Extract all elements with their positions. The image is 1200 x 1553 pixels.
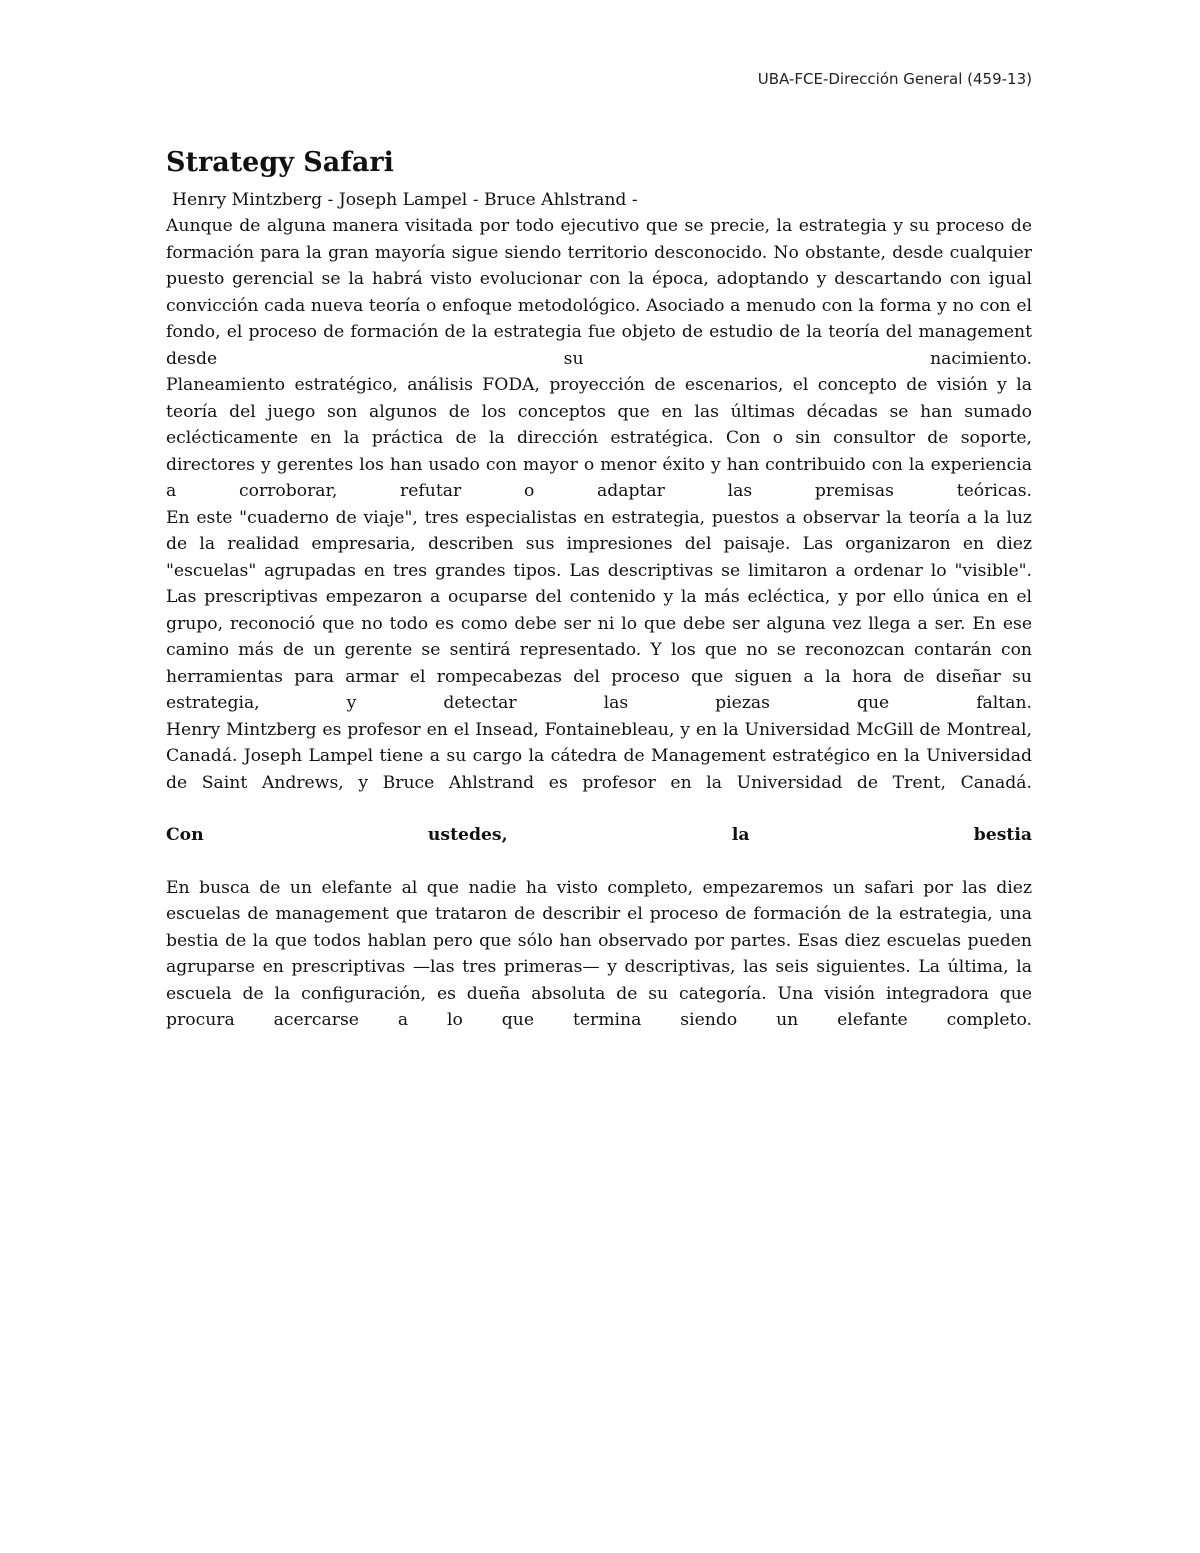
paragraph-intro: Aunque de alguna manera visitada por todo ejecutivo que se precie, la estrategia y su proceso de formación para la gran mayoría sigue siendo territorio desconocido. No obstante, desde cualquier puesto gerencial se la habrá visto evolucionar con la época, adoptando y descartando con igual convicción cada nueva teoría o enfoque metodológico. Asociado a menudo con la forma y no con el fondo, el proceso de formación de la estrategia fue objeto de estudio de la teoría del management desde su nacimiento. — [166, 216, 1032, 369]
paragraph-schools: En este "cuaderno de viaje", tres especialistas en estrategia, puestos a observar la teoría a la luz de la realidad empresaria, describen sus impresiones del paisaje. Las organizaron en diez "escuelas" agrupadas en tres grandes tipos. Las descriptivas se limitaron a ordenar lo "visible". Las prescriptivas empezaron a ocuparse del contenido y la más ecléctica, y por ello única en el grupo, reconoció que no todo es como debe ser ni lo que debe ser alguna vez llega a ser. En ese camino más de un gerente se sentirá representado. Y los que no se reconozcan contarán con herramientas para armar el rompecabezas del proceso que siguen a la hora de diseñar su estrategia, y detectar las piezas que faltan. — [166, 507, 1032, 713]
document-title: Strategy Safari — [166, 147, 394, 178]
running-header: UBA-FCE-Dirección General (459-13) — [757, 70, 1032, 88]
authors-line: Henry Mintzberg - Joseph Lampel - Bruce Ahlstrand - — [172, 190, 638, 210]
paragraph-concepts: Planeamiento estratégico, análisis FODA, proyección de escenarios, el concepto de visión y la teoría del juego son algunos de los conceptos que en las últimas décadas se han sumado eclécticamente en la práctica de la dirección estratégica. Con o sin consultor de soporte, directores y gerentes los han usado con mayor o menor éxito y han contribuido con la experiencia a corroborar, refutar o adaptar las premisas teóricas. — [166, 375, 1032, 501]
paragraph-safari: En busca de un elefante al que nadie ha visto completo, empezaremos un safari por las diez escuelas de management que trataron de describir el proceso de formación de la estrategia, una bestia de la que todos hablan pero que sólo han observado por partes. Esas diez escuelas pueden agruparse en prescriptivas —las tres primeras— y descriptivas, las seis siguientes. La última, la escuela de la configuración, es dueña absoluta de su categoría. Una visión integradora que procura acercarse a lo que termina siendo un elefante completo. — [166, 877, 1032, 1030]
paragraph-authors-bio: Henry Mintzberg es profesor en el Insead, Fontainebleau, y en la Universidad McGill de Montreal, Canadá. Joseph Lampel tiene a su cargo la cátedra de Management estratégico en la Universidad de Saint Andrews, y Bruce Ahlstrand es profesor en la Universidad de Trent, Canadá. — [166, 719, 1032, 793]
section-heading: Con ustedes, la bestia — [166, 825, 1032, 845]
document-body — [166, 143, 1032, 1034]
